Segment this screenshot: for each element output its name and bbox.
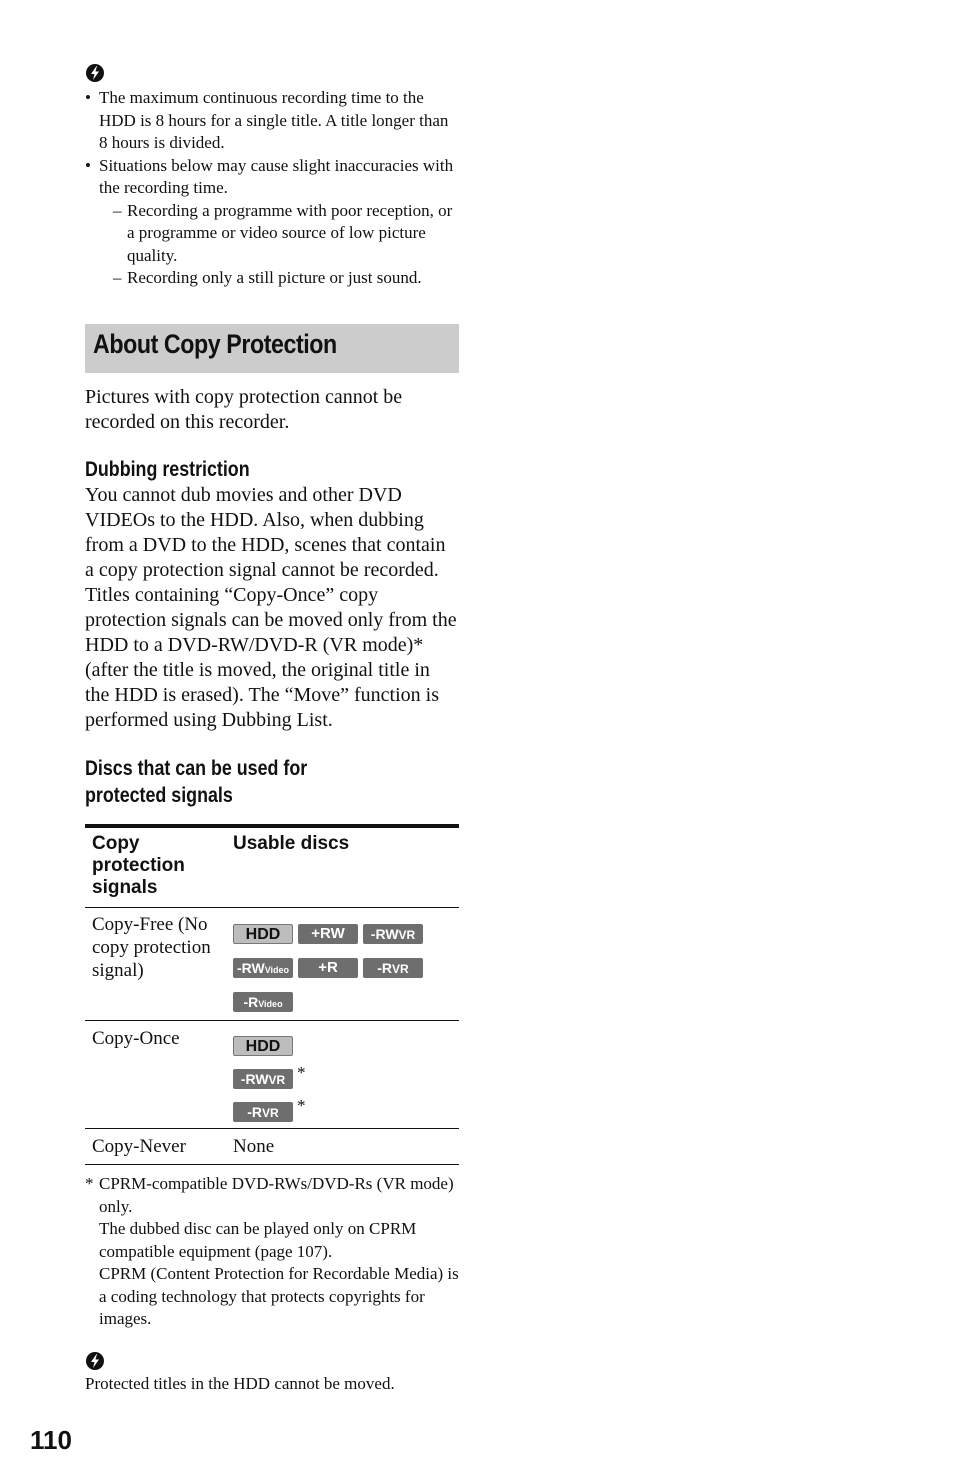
signal-cell: Copy-Free (No copy protection signal) [92, 914, 211, 981]
minus-r-vr-badge: -RVR [233, 1102, 293, 1122]
bottom-note [85, 1351, 459, 1395]
table-header-row [85, 826, 459, 908]
minus-rw-vr-badge: -RWVR [233, 1069, 293, 1089]
list-item: • The maximum continuous recording time to the HDD is 8 hours for a single title. A title longer than 8 hours is divided. [85, 87, 459, 155]
minus-rw-video-badge: -RWVideo [233, 958, 293, 978]
sub-list-item: – Recording a programme with poor reception, or a programme or video source of low picture quality. [113, 200, 459, 268]
column-header-signals: Copy protection signals [92, 833, 185, 898]
asterisk: * [297, 1096, 306, 1115]
discs-heading-block [85, 755, 445, 809]
signal-cell: Copy-Never [92, 1136, 186, 1157]
column-header-discs: Usable discs [233, 833, 350, 854]
protection-table [85, 824, 459, 1165]
list-item: • Situations below may cause slight inaccuracies with the recording time. – Recording a programme with poor reception, or a programme or video source of low picture quality. – Recording only a still picture or just sound. [85, 155, 459, 290]
footnote-mark: * [85, 1174, 94, 1193]
dubbing-block [85, 456, 459, 733]
minus-r-video-badge: -RVideo [233, 992, 293, 1012]
plus-r-badge: +R [298, 958, 358, 978]
intro-text: Pictures with copy protection cannot be recorded on this recorder. [85, 386, 403, 433]
table-row [85, 1129, 459, 1165]
discs-cell [233, 908, 459, 1021]
asterisk: * [297, 1063, 306, 1082]
sub-list [99, 200, 459, 290]
note-icon [85, 63, 105, 83]
top-note [85, 63, 459, 290]
table-row [85, 1021, 459, 1129]
note-list [85, 87, 459, 290]
footnote-line: The dubbed disc can be played only on CPRM compatible equipment (page 107). [99, 1219, 417, 1261]
signal-cell: Copy-Once [92, 1028, 180, 1049]
bottom-note-text: Protected titles in the HDD cannot be moved. [85, 1374, 395, 1393]
discs-heading: Discs that can be used for protected signals [85, 757, 308, 807]
minus-rw-vr-badge: -RWVR [363, 924, 423, 944]
note-icon [85, 1351, 105, 1371]
footnote-line: CPRM-compatible DVD-RWs/DVD-Rs (VR mode) only. [99, 1174, 454, 1216]
section-title: About Copy Protection [85, 324, 459, 373]
table-row [85, 908, 459, 1021]
minus-r-vr-badge: -RVR [363, 958, 423, 978]
hdd-badge: HDD [233, 1036, 293, 1056]
page-number: 110 [30, 1425, 72, 1455]
dubbing-text: You cannot dub movies and other DVD VIDEOs to the HDD. Also, when dubbing from a DVD to the HDD, scenes that contain a copy protection signal cannot be recorded. Titles containing “Copy-Once” copy protection signals can be moved only from the HDD to a DVD-RW/DVD-R (VR mode)* (after the title is moved, the original title in the HDD is erased). The “Move” function is performed using Dubbing List. [85, 484, 457, 731]
footnote-line: CPRM (Content Protection for Recordable Media) is a coding technology that protects copyrights for images. [99, 1264, 459, 1328]
intro-block [85, 385, 459, 435]
discs-cell: None [233, 1136, 275, 1157]
hdd-badge: HDD [233, 924, 293, 944]
plus-rw-badge: +RW [298, 924, 358, 944]
dubbing-heading: Dubbing restriction [85, 458, 250, 481]
sub-list-item: – Recording only a still picture or just sound. [113, 267, 459, 290]
footnote [85, 1173, 459, 1331]
discs-cell [233, 1021, 459, 1129]
